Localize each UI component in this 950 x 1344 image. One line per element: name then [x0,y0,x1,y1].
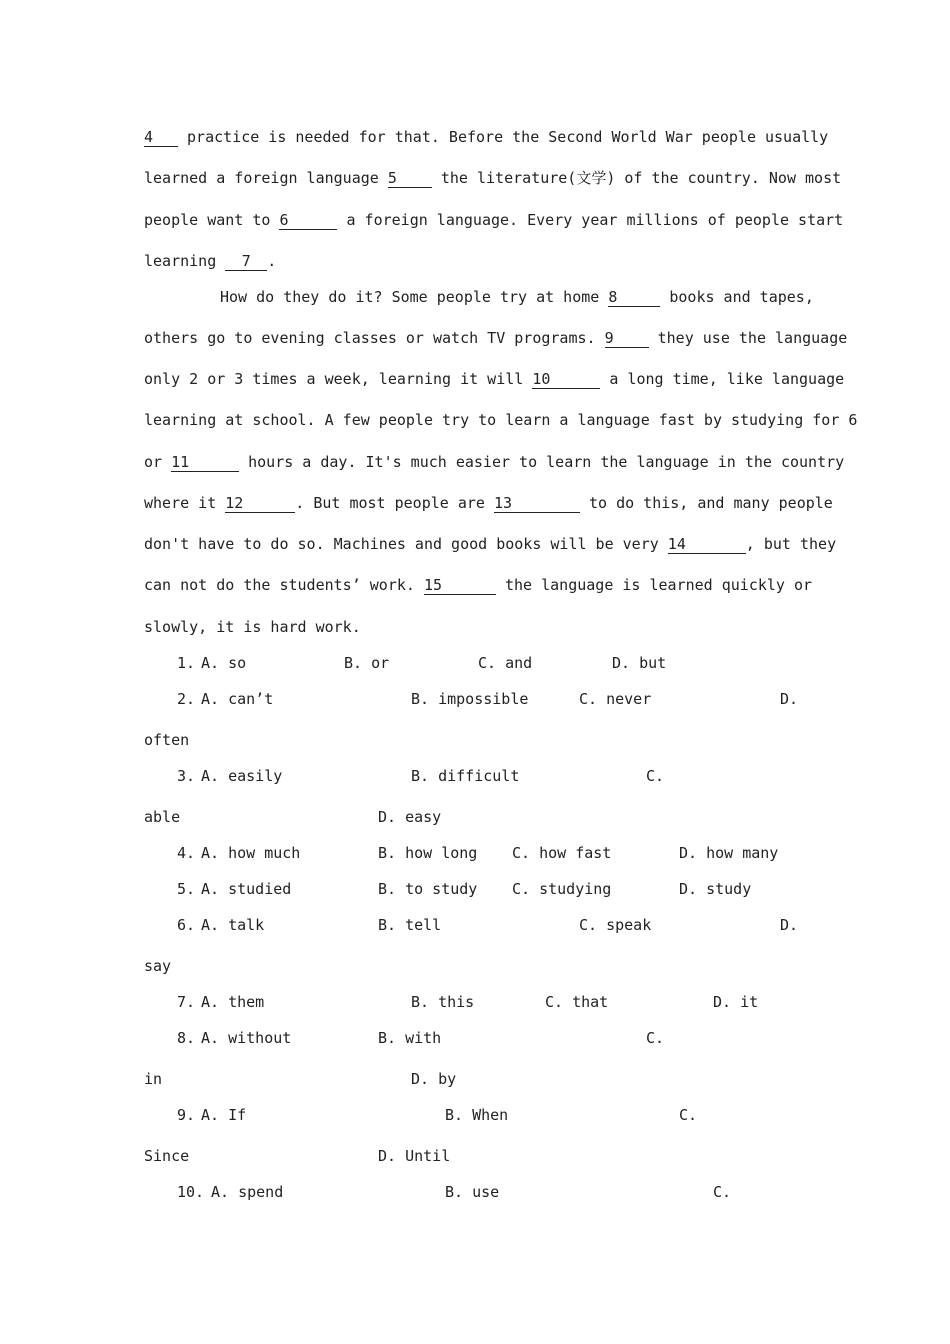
option-a: A. easily [201,767,283,785]
option-c: C. never [579,690,652,708]
option-b: B. difficult [411,767,520,785]
question-number: 1. [177,654,196,672]
option-b: B. to study [378,880,478,898]
option-c: C. speak [579,916,652,934]
blank-5: 5 [388,169,432,188]
option-c: C. that [545,993,609,1011]
option-b: B. tell [378,916,442,934]
option-d-text: often [144,731,190,749]
option-c: C. how fast [512,844,612,862]
option-b: B. with [378,1029,442,1047]
option-d: D. but [612,654,667,672]
blank-13: 13 [494,494,580,513]
option-c: C. [646,767,665,785]
question-number: 9. [177,1106,196,1124]
option-a: A. can’t [201,690,274,708]
blank-12: 12 [225,494,295,513]
option-b: B. or [344,654,390,672]
question-number: 8. [177,1029,196,1047]
option-c: C. [713,1183,732,1201]
blank-9: 9 [605,329,649,348]
option-b: B. how long [378,844,478,862]
question-number: 10. [177,1183,205,1201]
blank-10: 10 [532,370,600,389]
question-number: 6. [177,916,196,934]
option-c-text: able [144,808,181,826]
passage-line: How do they do it? Some people try at home 8 books and tapes, [220,288,814,306]
option-a: A. studied [201,880,292,898]
option-c: C. [646,1029,665,1047]
blank-11: 11 [171,453,239,472]
option-d: D. easy [378,808,442,826]
question-number: 2. [177,690,196,708]
option-d: D. Until [378,1147,451,1165]
option-a: A. so [201,654,247,672]
passage-line: learning at school. A few people try to learn a language fast by studying for 6 [144,411,858,429]
option-b: B. use [445,1183,500,1201]
question-number: 4. [177,844,196,862]
option-c: C. studying [512,880,612,898]
blank-8: 8 [608,288,660,307]
option-d: D. by [411,1070,457,1088]
option-b: B. When [445,1106,509,1124]
blank-4: 4 [144,128,178,147]
option-a: A. talk [201,916,265,934]
blank-14: 14 [668,535,746,554]
option-b: B. this [411,993,475,1011]
option-b: B. impossible [411,690,529,708]
option-c: C. and [478,654,533,672]
option-d: D. [780,916,799,934]
passage-line: where it 12 . But most people are 13 to do this, and many people [144,494,833,512]
option-d-text: say [144,957,172,975]
option-c-text: Since [144,1147,190,1165]
passage-line: or 11 hours a day. It's much easier to learn the language in the country [144,453,845,471]
option-d: D. [780,690,799,708]
option-a: A. them [201,993,265,1011]
option-d: D. how many [679,844,779,862]
option-d: D. study [679,880,752,898]
passage-line: 4 practice is needed for that. Before the Second World War people usually [144,128,829,146]
passage-line: people want to 6 a foreign language. Every year millions of people start [144,211,844,229]
passage-line: learning 7 . [144,252,277,270]
passage-line: learned a foreign language 5 the literature(文学) of the country. Now most [144,169,842,187]
question-number: 7. [177,993,196,1011]
passage-line: don't have to do so. Machines and good books will be very 14 , but they [144,535,837,553]
option-d: D. it [713,993,759,1011]
blank-6: 6 [279,211,337,230]
option-a: A. how much [201,844,301,862]
passage-line: only 2 or 3 times a week, learning it will 10 a long time, like language [144,370,845,388]
blank-15: 15 [424,576,496,595]
question-number: 3. [177,767,196,785]
option-a: A. spend [211,1183,284,1201]
option-a: A. without [201,1029,292,1047]
passage-line: can not do the students’ work. 15 the language is learned quickly or [144,576,813,594]
option-c: C. [679,1106,698,1124]
option-a: A. If [201,1106,247,1124]
blank-7: 7 [225,252,267,271]
passage-line: others go to evening classes or watch TV programs. 9 they use the language [144,329,848,347]
passage-line: slowly, it is hard work. [144,618,361,636]
question-number: 5. [177,880,196,898]
option-c-text: in [144,1070,163,1088]
